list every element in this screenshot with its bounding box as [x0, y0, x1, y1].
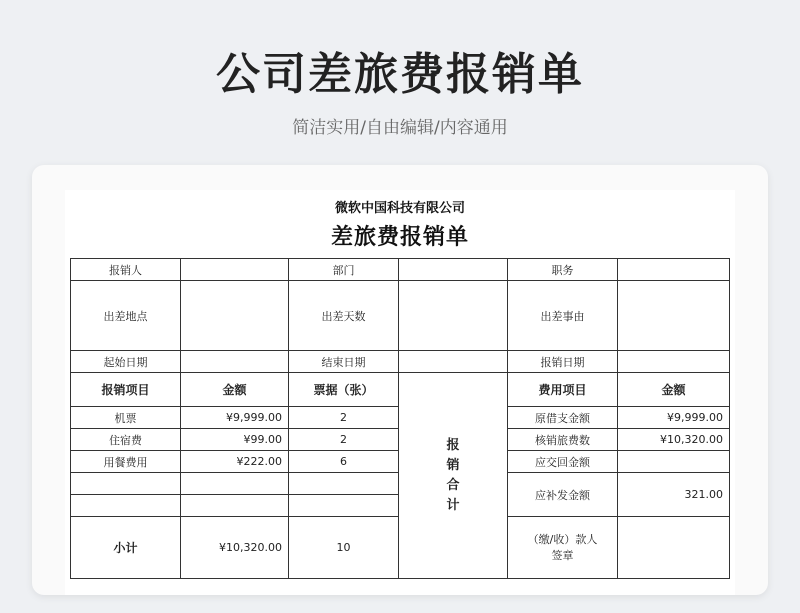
- end-date-field[interactable]: [399, 351, 508, 373]
- expense-item: 用餐费用: [71, 451, 181, 473]
- subtotal-amount: ¥10,320.00: [181, 517, 289, 579]
- receipt-count[interactable]: 2: [289, 407, 399, 429]
- expense-amount[interactable]: [181, 495, 289, 517]
- expense-amount[interactable]: ¥222.00: [181, 451, 289, 473]
- fee-amount[interactable]: [618, 451, 730, 473]
- right-header-item: 费用项目: [508, 373, 618, 407]
- fee-item: 应交回金额: [508, 451, 618, 473]
- start-date-field[interactable]: [181, 351, 289, 373]
- department-label: 部门: [289, 259, 399, 281]
- payee-sign-label: （缴/收）款人 签章: [508, 517, 618, 579]
- expense-amount[interactable]: [181, 473, 289, 495]
- fee-amount[interactable]: ¥10,320.00: [618, 429, 730, 451]
- expense-item: 住宿费: [71, 429, 181, 451]
- table-row: [71, 351, 730, 373]
- end-date-label: 结束日期: [289, 351, 399, 373]
- fee-amount[interactable]: 321.00: [618, 473, 730, 517]
- payee-sign-field[interactable]: [618, 517, 730, 579]
- expense-amount[interactable]: ¥9,999.00: [181, 407, 289, 429]
- reason-field[interactable]: [618, 281, 730, 351]
- receipt-count[interactable]: 6: [289, 451, 399, 473]
- fee-amount[interactable]: ¥9,999.00: [618, 407, 730, 429]
- department-field[interactable]: [399, 259, 508, 281]
- location-field[interactable]: [181, 281, 289, 351]
- expense-form-table: [70, 258, 730, 579]
- subtotal-label: 小计: [71, 517, 181, 579]
- form-title: 差旅费报销单: [330, 225, 469, 250]
- expense-item[interactable]: [71, 473, 181, 495]
- page-title: 公司差旅费报销单: [216, 49, 584, 100]
- summary-vertical-label: 报 销 合 计: [446, 437, 460, 513]
- table-row: [71, 281, 730, 351]
- fee-item: 原借支金额: [508, 407, 618, 429]
- receipt-count[interactable]: [289, 473, 399, 495]
- expense-item[interactable]: [71, 495, 181, 517]
- report-date-label: 报销日期: [508, 351, 618, 373]
- summary-cell: [399, 373, 508, 579]
- receipt-count[interactable]: 2: [289, 429, 399, 451]
- applicant-label: 报销人: [71, 259, 181, 281]
- start-date-label: 起始日期: [71, 351, 181, 373]
- left-header-count: 票据（张）: [289, 373, 399, 407]
- position-label: 职务: [508, 259, 618, 281]
- reason-label: 出差事由: [508, 281, 618, 351]
- fee-item: 应补发金额: [508, 473, 618, 517]
- location-label: 出差地点: [71, 281, 181, 351]
- days-field[interactable]: [399, 281, 508, 351]
- expense-amount[interactable]: ¥99.00: [181, 429, 289, 451]
- left-header-item: 报销项目: [71, 373, 181, 407]
- days-label: 出差天数: [289, 281, 399, 351]
- report-date-field[interactable]: [618, 351, 730, 373]
- subtotal-count: 10: [289, 517, 399, 579]
- table-row: [71, 259, 730, 281]
- page-subtitle: 简洁实用/自由编辑/内容通用: [292, 118, 508, 138]
- right-header-amount: 金额: [618, 373, 730, 407]
- receipt-count[interactable]: [289, 495, 399, 517]
- form-sheet: [65, 190, 735, 595]
- applicant-field[interactable]: [181, 259, 289, 281]
- expense-item: 机票: [71, 407, 181, 429]
- company-name: 微软中国科技有限公司: [334, 201, 465, 216]
- left-header-amount: 金额: [181, 373, 289, 407]
- position-field[interactable]: [618, 259, 730, 281]
- fee-item: 核销旅费数: [508, 429, 618, 451]
- table-row: [71, 373, 730, 407]
- preview-card: [32, 165, 768, 595]
